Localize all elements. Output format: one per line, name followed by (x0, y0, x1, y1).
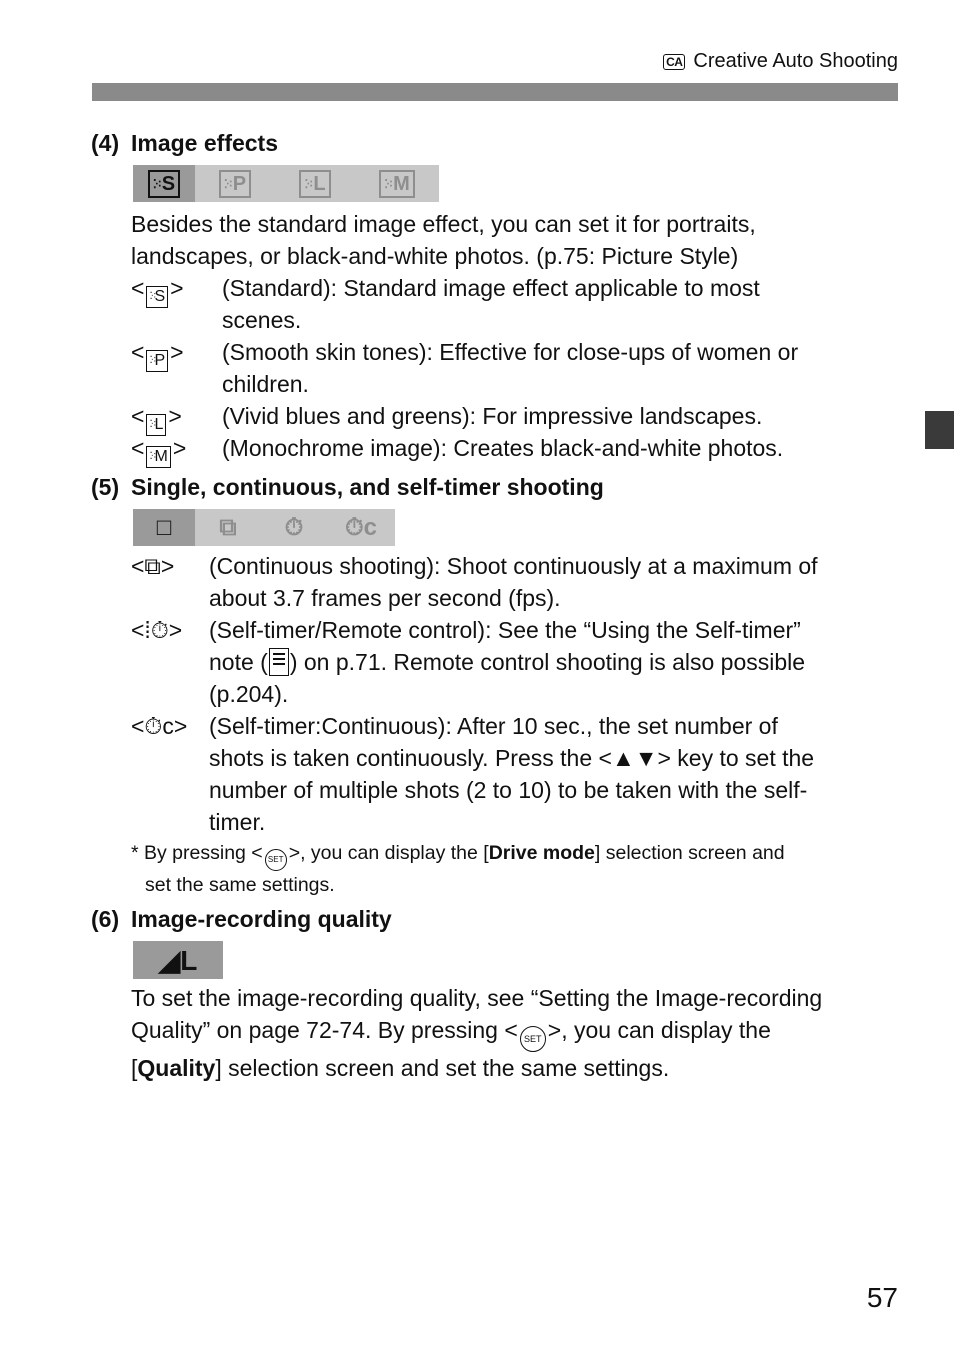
page-number: 57 (866, 1282, 898, 1313)
drive-mode-strip (133, 509, 395, 546)
section-4-intro: Besides the standard image effect, you can set it for portraits, landscapes, or black-and-white photos. (p.75: Picture Style) (131, 211, 756, 269)
picture-style-portrait-icon: ⁚⁖ P (195, 165, 275, 202)
section-title: Image-recording quality (131, 906, 392, 932)
large-fine-quality-icon: ◢L (158, 944, 198, 976)
picture-style-standard-icon: ⁚⁖ S (146, 286, 168, 308)
picture-style-monochrome-icon: ⁚⁖ M (146, 446, 170, 468)
single-shooting-icon: □ (133, 509, 195, 546)
picture-style-landscape-icon: ⁚⁖ L (146, 414, 166, 436)
creative-auto-icon: CA (663, 54, 685, 70)
image-effect-standard-item: < ⁚⁖ S > (Standard): Standard image effect applicable to most scenes. (131, 275, 760, 333)
section-number: (5) (91, 474, 120, 500)
image-effect-landscape-item: < ⁚⁖ L > (Vivid blues and greens): For impressive landscapes. (131, 400, 901, 436)
section-4-heading (91, 130, 278, 157)
up-down-key-icon: ▲▼ (611, 745, 658, 771)
picture-style-standard-icon: ⁚⁖ S (133, 165, 195, 202)
chapter-tab (925, 411, 954, 449)
image-effect-strip (133, 165, 439, 202)
running-header (663, 50, 898, 73)
set-button-icon: SET (520, 1026, 546, 1052)
picture-style-monochrome-icon: ⁚⁖ M (355, 165, 439, 202)
picture-style-portrait-icon: ⁚⁖ P (146, 350, 168, 372)
self-timer-continuous-icon: <⏱c> (131, 713, 188, 739)
section-6-body: To set the image-recording quality, see “Setting the Image-recording Quality” on page 72-74. By pressing < SET >, you can display the [Quality] selection screen and set the same settings. (131, 985, 823, 1081)
continuous-shooting-icon: ⧉ (219, 513, 237, 541)
section-number: (4) (91, 130, 120, 156)
header-title: Creative Auto Shooting (693, 50, 898, 72)
image-effect-monochrome-item: < ⁚⁖ M > (Monochrome image): Creates black-and-white photos. (131, 432, 901, 468)
drive-mode-note: * By pressing < SET >, you can display the [Drive mode] selection screen and set the same settings. (131, 842, 785, 896)
self-timer-remote-icon: <⁞⏱> (131, 617, 183, 643)
picture-style-landscape-icon: ⁚⁖ L (275, 165, 355, 202)
section-5-heading (91, 474, 604, 501)
section-title: Single, continuous, and self-timer shooting (131, 474, 604, 500)
self-timer-item: <⁞⏱> (Self-timer/Remote control): See the “Using the Self-timer” note ( ) on p.71. Remote control shooting is also possible (p.204). (131, 614, 901, 710)
continuous-shooting-item: <⧉> (Continuous shooting): Shoot continuously at a maximum of about 3.7 frames per second (fps). (131, 550, 901, 614)
quality-strip (133, 941, 223, 979)
section-title: Image effects (131, 130, 279, 156)
self-timer-continuous-item: <⏱c> (Self-timer:Continuous): After 10 sec., the set number of shots is taken continuously. Press the <▲▼> key to set the number of multiple shots (2 to 10) to be taken with the self- timer. (131, 710, 901, 838)
self-timer-icon: ⏱ (284, 513, 304, 541)
section-6-heading (91, 906, 392, 933)
continuous-shooting-icon: <⧉> (131, 553, 175, 579)
section-number: (6) (91, 906, 120, 932)
self-timer-continuous-icon: ⏱c (344, 513, 378, 541)
header-bar (92, 83, 898, 101)
camera-guide-icon (269, 648, 289, 676)
set-button-icon: SET (265, 849, 287, 871)
image-effect-portrait-item: < ⁚⁖ P > (Smooth skin tones): Effective for close-ups of women or children. (131, 339, 799, 397)
